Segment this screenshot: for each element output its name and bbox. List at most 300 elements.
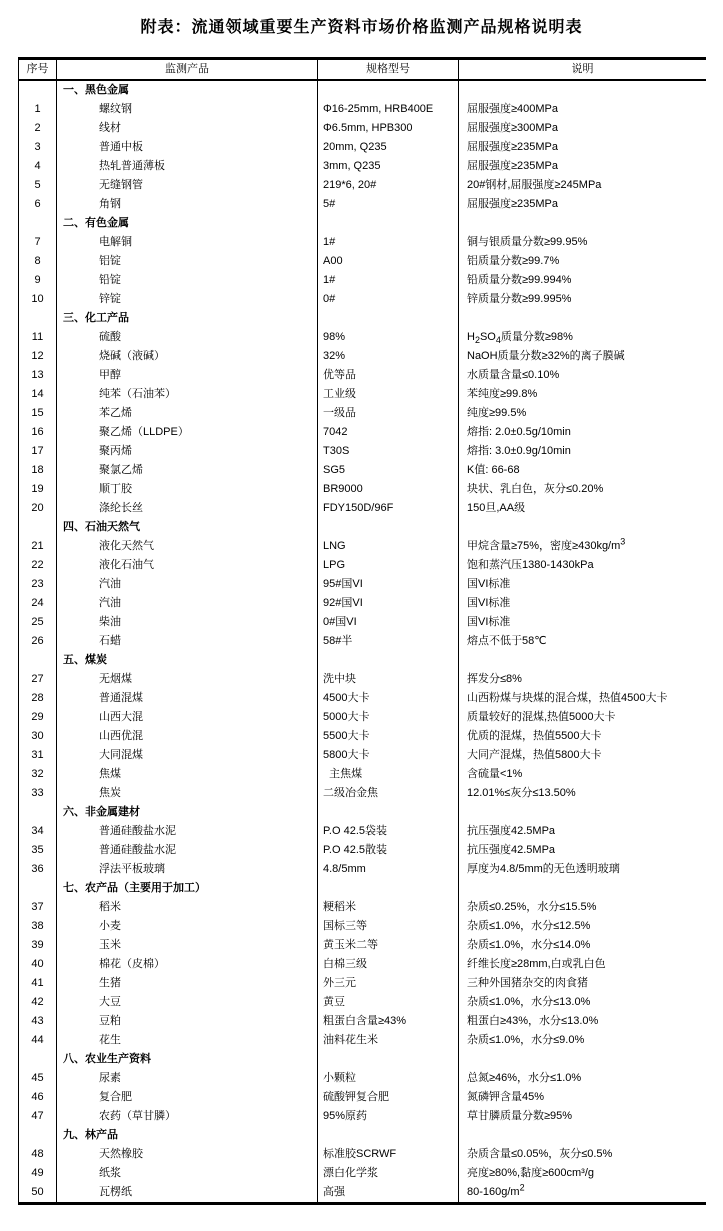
row-spec: 3mm, Q235 [318, 157, 459, 176]
row-product: 电解铜 [57, 233, 318, 252]
section-row [19, 81, 706, 100]
row-product: 顺丁胶 [57, 480, 318, 499]
row-desc: 大同产混煤，热值5800大卡 [467, 749, 602, 761]
row-spec: A00 [318, 252, 459, 271]
row-desc: 20#钢材,屈服强度≥245MPa [467, 179, 602, 191]
section-row [19, 1050, 706, 1069]
row-spec: 20mm, Q235 [318, 138, 459, 157]
row-desc: 水质量含量≤0.10% [467, 369, 560, 381]
row-spec: 98% [318, 328, 459, 347]
table-row [19, 1107, 706, 1126]
row-number: 45 [19, 1069, 57, 1088]
row-product: 甲醇 [57, 366, 318, 385]
row-spec: 小颗粒 [318, 1069, 459, 1088]
row-desc: 厚度为4.8/5mm的无色透明玻璃 [467, 863, 620, 875]
row-desc: 铅质量分数≥99.994% [467, 274, 572, 286]
table-row [19, 404, 706, 423]
table-row [19, 423, 706, 442]
row-number: 14 [19, 385, 57, 404]
row-spec: 1# [318, 233, 459, 252]
row-number: 7 [19, 233, 57, 252]
table-row [19, 1031, 706, 1050]
table-row [19, 898, 706, 917]
section-label: 三、化工产品 [57, 309, 318, 328]
spec-table [18, 57, 706, 1205]
row-spec: 二级冶金焦 [318, 784, 459, 803]
row-number: 36 [19, 860, 57, 879]
table-row [19, 328, 706, 347]
row-product: 普通混煤 [57, 689, 318, 708]
table-row [19, 1183, 706, 1202]
row-product: 柴油 [57, 613, 318, 632]
row-spec: 1# [318, 271, 459, 290]
row-number: 1 [19, 100, 57, 119]
table-row [19, 252, 706, 271]
row-product: 复合肥 [57, 1088, 318, 1107]
row-product: 线材 [57, 119, 318, 138]
row-product: 聚乙烯（LLDPE） [57, 423, 318, 442]
row-desc: 铝质量分数≥99.7% [467, 255, 560, 267]
row-number [19, 879, 57, 898]
row-product: 涤纶长丝 [57, 499, 318, 518]
row-product: 锌锭 [57, 290, 318, 309]
row-desc: 纤维长度≥28mm,白或乳白色 [467, 958, 606, 970]
row-product: 山西大混 [57, 708, 318, 727]
row-product: 烧碱（液碱） [57, 347, 318, 366]
row-desc: 山西粉煤与块煤的混合煤，热值4500大卡 [467, 692, 668, 704]
row-desc: 屈服强度≥300MPa [467, 122, 559, 134]
row-desc: 饱和蒸汽压1380-1430kPa [467, 559, 594, 571]
row-number: 50 [19, 1183, 57, 1202]
section-row [19, 1126, 706, 1145]
row-desc: 质量较好的混煤,热值5000大卡 [467, 711, 616, 723]
row-product: 无烟煤 [57, 670, 318, 689]
row-spec: Φ16-25mm, HRB400E [318, 100, 459, 119]
row-spec: 工业级 [318, 385, 459, 404]
section-label: 四、石油天然气 [57, 518, 318, 537]
row-number [19, 81, 57, 100]
row-product: 花生 [57, 1031, 318, 1050]
row-desc: 国VI标准 [467, 597, 511, 609]
section-label: 五、煤炭 [57, 651, 318, 670]
row-spec [318, 214, 459, 233]
row-desc: 熔指: 2.0±0.5g/10min [467, 426, 571, 438]
section-label: 二、有色金属 [57, 214, 318, 233]
table-row [19, 537, 706, 556]
row-number: 9 [19, 271, 57, 290]
row-product: 尿素 [57, 1069, 318, 1088]
row-spec [318, 518, 459, 537]
section-row [19, 803, 706, 822]
row-spec: 白棉三级 [318, 955, 459, 974]
row-spec: 95#国VI [318, 575, 459, 594]
row-desc: 杂质≤1.0%，水分≤14.0% [467, 939, 591, 951]
table-row [19, 841, 706, 860]
row-spec: 黄豆 [318, 993, 459, 1012]
row-spec: SG5 [318, 461, 459, 480]
row-desc: 150旦,AA级 [467, 502, 526, 514]
row-spec: 高强 [318, 1183, 459, 1202]
page-title: 附表：流通领域重要生产资料市场价格监测产品规格说明表 [140, 19, 583, 36]
row-number: 10 [19, 290, 57, 309]
row-number: 15 [19, 404, 57, 423]
row-product: 汽油 [57, 594, 318, 613]
row-spec: 漂白化学浆 [318, 1164, 459, 1183]
row-product: 大同混煤 [57, 746, 318, 765]
row-number: 27 [19, 670, 57, 689]
row-spec: 5800大卡 [318, 746, 459, 765]
row-product: 农药（草甘膦） [57, 1107, 318, 1126]
row-number: 48 [19, 1145, 57, 1164]
table-row [19, 746, 706, 765]
table-header-row [19, 60, 706, 81]
row-product: 铝锭 [57, 252, 318, 271]
row-spec: 国标三等 [318, 917, 459, 936]
row-desc: 亮度≥80%,黏度≥600cm³/g [467, 1167, 594, 1179]
row-desc: 杂质含量≤0.05%，灰分≤0.5% [467, 1148, 613, 1160]
section-label: 七、农产品（主要用于加工） [57, 879, 318, 898]
row-desc [459, 1050, 706, 1069]
row-number: 32 [19, 765, 57, 784]
table-row [19, 784, 706, 803]
header-product: 监测产品 [57, 60, 318, 79]
row-desc [459, 309, 706, 328]
row-number: 33 [19, 784, 57, 803]
row-number: 19 [19, 480, 57, 499]
table-row [19, 575, 706, 594]
table-row [19, 955, 706, 974]
row-desc: 草甘膦质量分数≥95% [467, 1110, 573, 1122]
row-number: 30 [19, 727, 57, 746]
row-number: 38 [19, 917, 57, 936]
table-row [19, 765, 706, 784]
row-product: 小麦 [57, 917, 318, 936]
table-row [19, 480, 706, 499]
table-row [19, 594, 706, 613]
table-row [19, 822, 706, 841]
table-body [19, 81, 706, 1202]
row-desc: 苯纯度≥99.8% [467, 388, 538, 400]
table-row [19, 917, 706, 936]
table-row [19, 632, 706, 651]
row-number: 18 [19, 461, 57, 480]
table-row [19, 385, 706, 404]
row-spec: 0#国VI [318, 613, 459, 632]
row-number: 4 [19, 157, 57, 176]
row-product: 普通硅酸盐水泥 [57, 841, 318, 860]
row-desc: 锌质量分数≥99.995% [467, 293, 572, 305]
section-row [19, 214, 706, 233]
row-desc: NaOH质量分数≥32%的离子膜碱 [467, 350, 625, 362]
row-spec: 主焦煤 [318, 765, 459, 784]
header-spec: 规格型号 [318, 60, 459, 79]
row-number: 6 [19, 195, 57, 214]
row-spec: 优等品 [318, 366, 459, 385]
row-spec: 洗中块 [318, 670, 459, 689]
table-row [19, 366, 706, 385]
row-number [19, 1050, 57, 1069]
row-spec: Φ6.5mm, HPB300 [318, 119, 459, 138]
row-number: 12 [19, 347, 57, 366]
row-desc: 纯度≥99.5% [467, 407, 527, 419]
row-spec: 4500大卡 [318, 689, 459, 708]
row-spec [318, 651, 459, 670]
row-spec: BR9000 [318, 480, 459, 499]
row-spec: 95%原药 [318, 1107, 459, 1126]
row-number: 44 [19, 1031, 57, 1050]
table-row [19, 290, 706, 309]
row-desc: 挥发分≤8% [467, 673, 522, 685]
row-spec: 硫酸钾复合肥 [318, 1088, 459, 1107]
row-number: 16 [19, 423, 57, 442]
row-number: 42 [19, 993, 57, 1012]
row-desc [459, 651, 706, 670]
row-spec: LNG [318, 537, 459, 556]
row-desc: K值: 66-68 [467, 464, 520, 476]
row-spec: 32% [318, 347, 459, 366]
section-label: 一、黑色金属 [57, 81, 318, 100]
row-product: 铅锭 [57, 271, 318, 290]
row-product: 苯乙烯 [57, 404, 318, 423]
row-product: 稻米 [57, 898, 318, 917]
row-product: 螺纹钢 [57, 100, 318, 119]
row-desc [459, 81, 706, 100]
row-number: 49 [19, 1164, 57, 1183]
row-spec: 5500大卡 [318, 727, 459, 746]
row-product: 聚丙烯 [57, 442, 318, 461]
table-row [19, 442, 706, 461]
row-spec: T30S [318, 442, 459, 461]
row-number [19, 1126, 57, 1145]
row-product: 生猪 [57, 974, 318, 993]
table-row [19, 1145, 706, 1164]
row-number: 37 [19, 898, 57, 917]
row-product: 汽油 [57, 575, 318, 594]
header-no: 序号 [19, 60, 57, 79]
table-row [19, 233, 706, 252]
row-desc: 氮磷钾含量45% [467, 1091, 545, 1103]
row-product: 纯苯（石油苯） [57, 385, 318, 404]
table-row [19, 100, 706, 119]
table-row [19, 708, 706, 727]
table-row [19, 499, 706, 518]
row-desc: 三种外国猪杂交的肉食猪 [467, 977, 588, 989]
row-product: 豆粕 [57, 1012, 318, 1031]
table-row [19, 271, 706, 290]
row-spec: 粗蛋白含量≥43% [318, 1012, 459, 1031]
row-desc [459, 803, 706, 822]
row-number [19, 651, 57, 670]
row-number: 25 [19, 613, 57, 632]
row-desc: 总氮≥46%，水分≤1.0% [467, 1072, 582, 1084]
row-desc: $80-160g/m^2$ [467, 1183, 525, 1198]
row-spec: 外三元 [318, 974, 459, 993]
row-number: 13 [19, 366, 57, 385]
row-product: 纸浆 [57, 1164, 318, 1183]
row-product: 聚氯乙烯 [57, 461, 318, 480]
row-product: 焦炭 [57, 784, 318, 803]
row-number: 46 [19, 1088, 57, 1107]
row-number [19, 803, 57, 822]
table-row [19, 1069, 706, 1088]
row-number: 31 [19, 746, 57, 765]
table-row [19, 195, 706, 214]
row-number: 28 [19, 689, 57, 708]
row-spec [318, 803, 459, 822]
row-product: 石蜡 [57, 632, 318, 651]
row-desc: 熔点不低于58℃ [467, 635, 547, 647]
section-label: 六、非金属建材 [57, 803, 318, 822]
table-row [19, 613, 706, 632]
row-desc: $H_2SO_4$质量分数≥98% [467, 331, 573, 346]
row-number [19, 309, 57, 328]
row-spec [318, 309, 459, 328]
row-number: 2 [19, 119, 57, 138]
row-product: 普通硅酸盐水泥 [57, 822, 318, 841]
row-number: 8 [19, 252, 57, 271]
row-spec: 黄玉米二等 [318, 936, 459, 955]
row-number: 20 [19, 499, 57, 518]
row-product: 普通中板 [57, 138, 318, 157]
row-spec [318, 81, 459, 100]
row-product: 山西优混 [57, 727, 318, 746]
row-desc: 国VI标准 [467, 578, 511, 590]
section-row [19, 518, 706, 537]
row-spec: 5# [318, 195, 459, 214]
table-row [19, 860, 706, 879]
row-spec [318, 1050, 459, 1069]
row-product: 棉花（皮棉） [57, 955, 318, 974]
section-row [19, 879, 706, 898]
section-row [19, 651, 706, 670]
row-desc: 杂质≤1.0%，水分≤13.0% [467, 996, 591, 1008]
row-desc: 甲烷含量≥75%，密度$\ge 430kg/m^3$ [467, 537, 626, 552]
row-desc: 12.01%≤灰分≤13.50% [467, 787, 576, 799]
row-desc: 抗压强度42.5MPa [467, 825, 556, 837]
row-product: 液化天然气 [57, 537, 318, 556]
row-number: 17 [19, 442, 57, 461]
row-desc: 杂质≤1.0%，水分≤12.5% [467, 920, 591, 932]
table-row [19, 1088, 706, 1107]
table-row [19, 670, 706, 689]
row-spec: FDY150D/96F [318, 499, 459, 518]
header-desc: 说明 [571, 63, 594, 75]
row-number [19, 518, 57, 537]
row-number: 3 [19, 138, 57, 157]
table-row [19, 993, 706, 1012]
table-row [19, 1164, 706, 1183]
row-number: 41 [19, 974, 57, 993]
table-row [19, 974, 706, 993]
row-spec: 标准胶SCRWF [318, 1145, 459, 1164]
section-label: 九、林产品 [57, 1126, 318, 1145]
table-row [19, 119, 706, 138]
row-product: 硫酸 [57, 328, 318, 347]
table-row [19, 157, 706, 176]
row-number: 47 [19, 1107, 57, 1126]
row-desc: 含硫量<1% [467, 768, 523, 780]
row-desc: 屈服强度≥235MPa [467, 141, 559, 153]
row-number: 11 [19, 328, 57, 347]
table-row [19, 936, 706, 955]
row-spec: 58#半 [318, 632, 459, 651]
row-spec: 5000大卡 [318, 708, 459, 727]
row-desc: 杂质≤1.0%，水分≤9.0% [467, 1034, 585, 1046]
row-number: 26 [19, 632, 57, 651]
row-number: 5 [19, 176, 57, 195]
row-spec: P.O 42.5散装 [318, 841, 459, 860]
row-desc: 国VI标准 [467, 616, 511, 628]
row-spec: 油料花生米 [318, 1031, 459, 1050]
row-desc: 屈服强度≥400MPa [467, 103, 559, 115]
row-product: 玉米 [57, 936, 318, 955]
row-spec: 4.8/5mm [318, 860, 459, 879]
row-product: 瓦楞纸 [57, 1183, 318, 1202]
table-row [19, 176, 706, 195]
row-spec: 92#国VI [318, 594, 459, 613]
table-row [19, 689, 706, 708]
row-desc: 屈服强度≥235MPa [467, 198, 559, 210]
row-spec: 219*6, 20# [318, 176, 459, 195]
row-product: 天然橡胶 [57, 1145, 318, 1164]
row-desc: 块状、乳白色，灰分≤0.20% [467, 483, 604, 495]
row-number: 34 [19, 822, 57, 841]
row-spec: 一级品 [318, 404, 459, 423]
table-row [19, 347, 706, 366]
row-spec [318, 1126, 459, 1145]
row-product: 无缝钢管 [57, 176, 318, 195]
row-desc [459, 879, 706, 898]
section-label: 八、农业生产资料 [57, 1050, 318, 1069]
row-product: 浮法平板玻璃 [57, 860, 318, 879]
row-desc: 抗压强度42.5MPa [467, 844, 556, 856]
row-desc [459, 214, 706, 233]
row-product: 液化石油气 [57, 556, 318, 575]
row-number: 24 [19, 594, 57, 613]
row-number: 29 [19, 708, 57, 727]
row-desc: 熔指: 3.0±0.9g/10min [467, 445, 571, 457]
row-desc: 屈服强度≥235MPa [467, 160, 559, 172]
row-number: 40 [19, 955, 57, 974]
row-desc [459, 518, 706, 537]
table-row [19, 138, 706, 157]
section-row [19, 309, 706, 328]
row-spec: 0# [318, 290, 459, 309]
row-product: 角钢 [57, 195, 318, 214]
row-spec: 粳稻米 [318, 898, 459, 917]
table-row [19, 727, 706, 746]
row-desc: 杂质≤0.25%，水分≤15.5% [467, 901, 597, 913]
row-desc: 铜与银质量分数≥99.95% [467, 236, 588, 248]
table-row [19, 461, 706, 480]
row-spec: 7042 [318, 423, 459, 442]
row-product: 焦煤 [57, 765, 318, 784]
row-number [19, 214, 57, 233]
table-row [19, 1012, 706, 1031]
row-spec: P.O 42.5袋装 [318, 822, 459, 841]
row-spec: LPG [318, 556, 459, 575]
row-number: 23 [19, 575, 57, 594]
row-number: 22 [19, 556, 57, 575]
row-number: 21 [19, 537, 57, 556]
table-row [19, 556, 706, 575]
row-product: 大豆 [57, 993, 318, 1012]
row-desc: 粗蛋白≥43%，水分≤13.0% [467, 1015, 599, 1027]
row-desc: 优质的混煤，热值5500大卡 [467, 730, 602, 742]
row-product: 热轧普通薄板 [57, 157, 318, 176]
row-number: 39 [19, 936, 57, 955]
row-spec [318, 879, 459, 898]
